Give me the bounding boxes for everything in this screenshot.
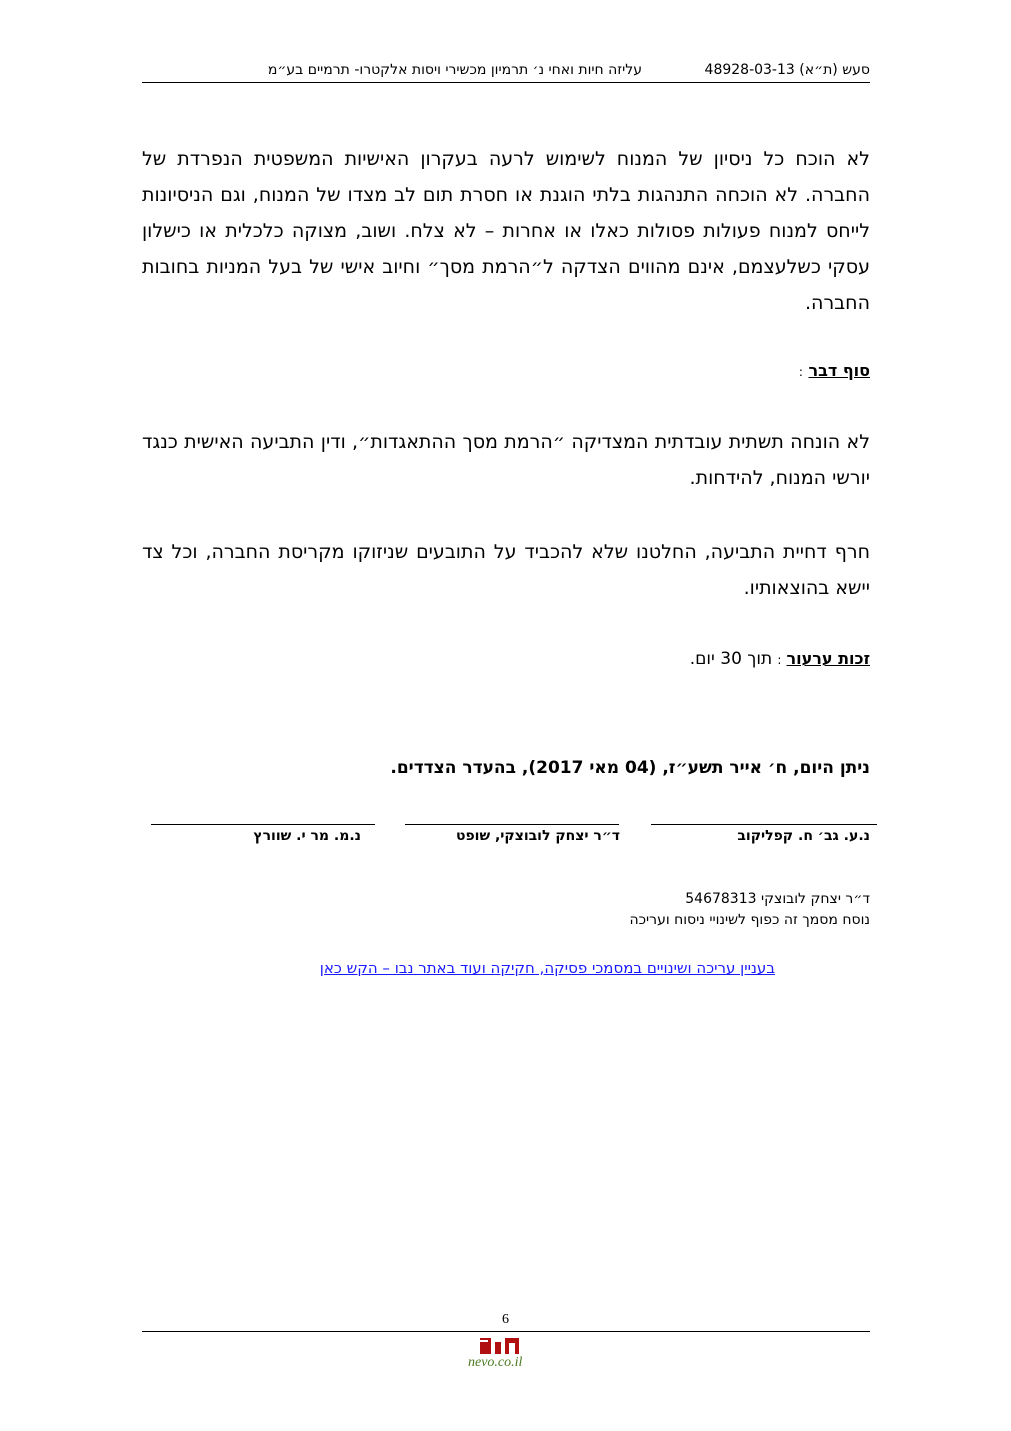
case-parties: עליזה חיות ואחי נ׳ תרמיון מכשירי ויסות אלקטרו- תרמיים בע״מ	[267, 62, 642, 78]
signature-judge: ד״ר יצחק לובוצקי, שופט	[455, 828, 620, 844]
editing-disclaimer: נוסח מסמך זה כפוף לשינויי ניסוח ועריכה	[629, 912, 870, 928]
case-number: סעש (ת״א) 48928-03-13	[704, 62, 870, 78]
appeal-colon: :	[777, 653, 782, 667]
judge-id-line: ד״ר יצחק לובוצקי 54678313	[685, 891, 870, 907]
appeal-right	[142, 647, 870, 672]
appeal-title: זכות ערעור	[786, 649, 870, 668]
appeal-text: תוך 30 יום.	[689, 649, 773, 669]
nevo-logo-graphic	[462, 1336, 556, 1370]
paragraph-piercing-veil: לא הוכח כל ניסיון של המנוח לשימוש לרעה בעקרון האישיות המשפטית הנפרדת של החברה. לא הוכחה התנהגות בלתי הוגנת או חסרת תום לב מצדו של המנוח, וגם הניסיונות לייחס למנוח פעולות פסולות כאלו או אחרות – לא צלח. ושוב, מצוקה כלכלית או כישלון עסקי כשלעצמם, אינם מהווים הצדקה ל״הרמת מסך״ וחיוב אישי של בעל המניות בחובות החברה.	[142, 148, 870, 314]
section-title-text: סוף דבר	[808, 361, 870, 380]
signature-public-rep-employees: נ.ע. גב׳ ח. קפליקוב	[737, 828, 870, 844]
signature-line-right	[651, 824, 877, 825]
nevo-logo	[462, 1336, 556, 1370]
paragraph-costs: חרף דחיית התביעה, החלטנו שלא להכביד על התובעים שניזוקו מקריסת החברה, וכל צד יישא בהוצאותיו.	[142, 541, 870, 599]
signature-line-middle	[405, 824, 619, 825]
footer-divider	[142, 1331, 870, 1332]
paragraph-conclusion: לא הונחה תשתית עובדתית המצדיקה ״הרמת מסך ההתאגדות״, ודין התביעה האישית כנגד יורשי המנוח, להידחות.	[142, 431, 870, 489]
running-header	[142, 60, 870, 83]
section-title-colon: :	[798, 365, 803, 379]
section-title	[142, 359, 870, 384]
signature-public-rep-employers: נ.מ. מר י. שוורץ	[253, 828, 361, 844]
nevo-editing-link[interactable]: בעניין עריכה ושינויים במסמכי פסיקה, חקיקה ועוד באתר נבו – הקש כאן	[319, 959, 775, 977]
page-number: 6	[502, 1312, 509, 1327]
logo-latin-text: nevo.co.il	[468, 1355, 523, 1370]
given-date: ניתן היום, ח׳ אייר תשע״ז, (04 מאי 2017), בהעדר הצדדים.	[390, 758, 870, 778]
signature-line-left	[151, 824, 375, 825]
